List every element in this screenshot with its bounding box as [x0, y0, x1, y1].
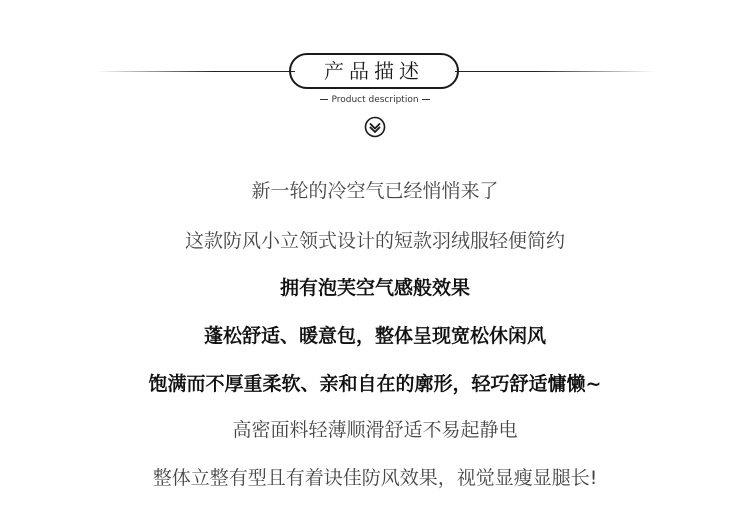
section-title: 产品描述	[289, 53, 459, 89]
description-line: 新一轮的冷空气已经悄悄来了	[251, 180, 499, 202]
description-line: 整体立整有型且有着诀佳防风效果，视觉显瘦显腿长!	[152, 467, 598, 489]
description-line: 饱满而不厚重柔软、亲和自在的廓形，轻巧舒适慵懒~	[148, 373, 602, 395]
section-header	[0, 50, 750, 94]
description-line: 蓬松舒适、暖意包，整体呈现宽松休闲风	[203, 325, 546, 347]
section-subtitle	[0, 95, 750, 105]
subtitle-dash-left	[320, 99, 328, 100]
header-rule-left	[95, 71, 295, 72]
subtitle-text: Product description	[331, 95, 419, 105]
subtitle-dash-right	[422, 99, 430, 100]
description-line: 高密面料轻薄顺滑舒适不易起静电	[232, 419, 518, 441]
description-line: 拥有泡芙空气感般效果	[279, 277, 470, 299]
chevron-down-circle-icon	[364, 116, 386, 138]
header-rule-right	[455, 71, 655, 72]
description-line: 这款防风小立领式设计的短款羽绒服轻便简约	[184, 230, 565, 252]
